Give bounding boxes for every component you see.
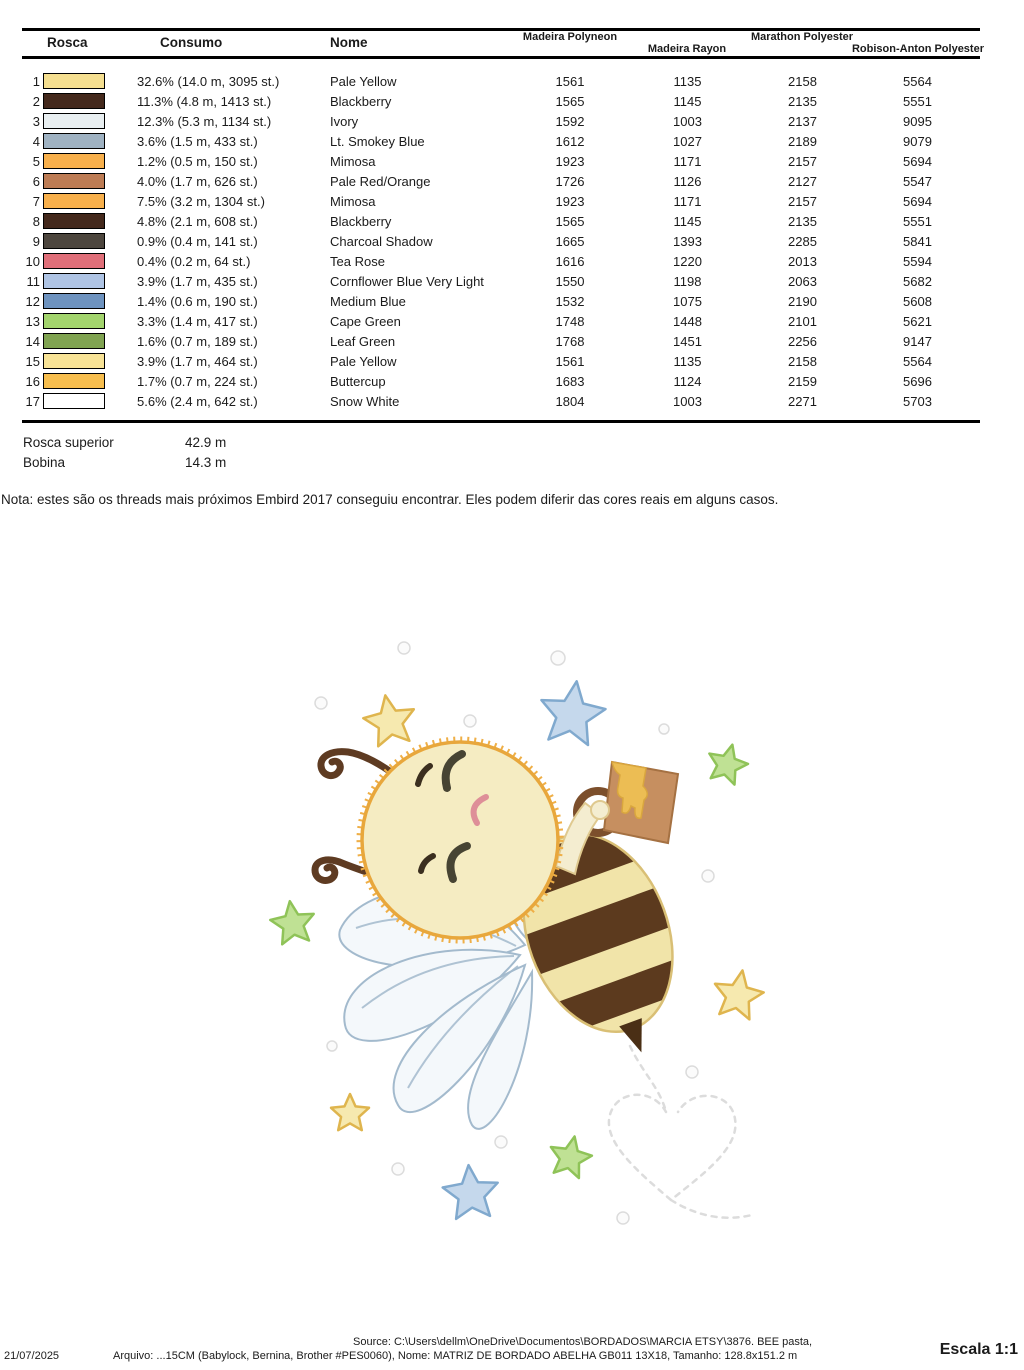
green-star bbox=[270, 901, 313, 944]
row-number: 6 bbox=[32, 173, 40, 189]
color-swatch bbox=[43, 173, 105, 189]
rayon-cell: 1003 bbox=[673, 113, 702, 129]
blue-star bbox=[443, 1165, 498, 1219]
blue-star bbox=[541, 681, 605, 745]
row-number: 14 bbox=[25, 333, 40, 349]
polyneon-cell: 1923 bbox=[555, 193, 585, 209]
marathon-cell: 2137 bbox=[788, 113, 817, 129]
robison-cell: 5682 bbox=[903, 273, 932, 289]
header-rosca: Rosca bbox=[47, 35, 88, 50]
snow-dot bbox=[315, 697, 327, 709]
marathon-cell: 2101 bbox=[788, 313, 817, 329]
rayon-cell: 1027 bbox=[673, 133, 702, 149]
snow-dot bbox=[686, 1066, 698, 1078]
scale-label: Escala 1:1 bbox=[939, 1341, 1018, 1358]
bee-illustration bbox=[260, 595, 790, 1265]
rayon-cell: 1135 bbox=[673, 73, 702, 89]
polyneon-cell: 1592 bbox=[555, 113, 585, 129]
table-row bbox=[22, 291, 980, 311]
table-row bbox=[22, 331, 980, 351]
polyneon-cell: 1550 bbox=[555, 273, 585, 289]
consumo-cell: 1.6% (0.7 m, 189 st.) bbox=[137, 333, 258, 349]
footer-file: Arquivo: ...15CM (Babylock, Bernina, Brother #PES0060), Nome: MATRIZ DE BORDADO ABELHA GB011 13X18, Tamanho: 128.8x151.2 m bbox=[113, 1350, 798, 1362]
marathon-cell: 2256 bbox=[788, 333, 817, 349]
table-row bbox=[22, 371, 980, 391]
robison-cell: 5564 bbox=[903, 353, 932, 369]
row-number: 13 bbox=[25, 313, 40, 329]
color-swatch bbox=[43, 293, 105, 309]
color-swatch bbox=[43, 133, 105, 149]
snow-dot bbox=[659, 724, 669, 734]
snow-dot bbox=[464, 715, 476, 727]
color-swatch bbox=[43, 373, 105, 389]
rayon-cell: 1393 bbox=[673, 233, 702, 249]
color-swatch bbox=[43, 213, 105, 229]
table-row bbox=[22, 391, 980, 411]
marathon-cell: 2157 bbox=[788, 193, 817, 209]
table-row bbox=[22, 251, 980, 271]
consumo-cell: 11.3% (4.8 m, 1413 st.) bbox=[137, 93, 272, 109]
nome-cell: Pale Yellow bbox=[330, 73, 397, 89]
snow-dot bbox=[702, 870, 714, 882]
color-swatch bbox=[43, 93, 105, 109]
color-swatch bbox=[43, 73, 105, 89]
color-swatch bbox=[43, 233, 105, 249]
nome-cell: Mimosa bbox=[330, 153, 376, 169]
header-consumo: Consumo bbox=[160, 35, 223, 50]
header-madeira-rayon: Madeira Rayon bbox=[647, 43, 727, 55]
table-row bbox=[22, 231, 980, 251]
rayon-cell: 1126 bbox=[673, 173, 702, 189]
rayon-cell: 1145 bbox=[673, 213, 702, 229]
marathon-cell: 2127 bbox=[788, 173, 817, 189]
nome-cell: Blackberry bbox=[330, 93, 392, 109]
nome-cell: Buttercup bbox=[330, 373, 386, 389]
nome-cell: Ivory bbox=[330, 113, 359, 129]
polyneon-cell: 1768 bbox=[555, 333, 585, 349]
marathon-cell: 2157 bbox=[788, 153, 817, 169]
note-text: Nota: estes são os threads mais próximos Embird 2017 conseguiu encontrar. Eles podem diferir das cores reais em alguns casos. bbox=[1, 492, 779, 507]
polyneon-cell: 1565 bbox=[555, 213, 585, 229]
rosca-superior-value: 42.9 m bbox=[185, 435, 227, 450]
color-swatch bbox=[43, 353, 105, 369]
marathon-cell: 2158 bbox=[788, 353, 817, 369]
marathon-cell: 2135 bbox=[788, 213, 817, 229]
flight-trail bbox=[609, 1046, 752, 1218]
robison-cell: 5608 bbox=[903, 293, 932, 309]
marathon-cell: 2271 bbox=[788, 393, 817, 409]
nome-cell: Lt. Smokey Blue bbox=[330, 133, 425, 149]
bobina-label: Bobina bbox=[23, 455, 66, 470]
snow-dot bbox=[398, 642, 410, 654]
consumo-cell: 0.4% (0.2 m, 64 st.) bbox=[137, 253, 251, 269]
robison-cell: 5703 bbox=[903, 393, 932, 409]
robison-cell: 5551 bbox=[903, 213, 932, 229]
row-number: 11 bbox=[26, 273, 40, 289]
consumo-cell: 5.6% (2.4 m, 642 st.) bbox=[137, 393, 258, 409]
nome-cell: Snow White bbox=[330, 393, 400, 409]
head-circle bbox=[362, 742, 558, 938]
footer-source: Source: C:\Users\dellm\OneDrive\Documentos\BORDADOS\MARCIA ETSY\3876. BEE pasta, bbox=[353, 1336, 813, 1348]
row-number: 16 bbox=[25, 373, 40, 389]
polyneon-cell: 1726 bbox=[555, 173, 585, 189]
table-row bbox=[22, 71, 980, 91]
robison-cell: 5696 bbox=[903, 373, 932, 389]
green-star bbox=[709, 745, 748, 785]
marathon-cell: 2013 bbox=[788, 253, 817, 269]
table-row bbox=[22, 191, 980, 211]
marathon-cell: 2189 bbox=[788, 133, 817, 149]
color-swatch bbox=[43, 153, 105, 169]
table-row bbox=[22, 211, 980, 231]
rayon-cell: 1003 bbox=[673, 393, 702, 409]
snow-dot bbox=[392, 1163, 404, 1175]
row-number: 9 bbox=[32, 233, 40, 249]
header-nome: Nome bbox=[330, 35, 368, 50]
rayon-cell: 1075 bbox=[673, 293, 702, 309]
rayon-cell: 1145 bbox=[673, 93, 702, 109]
polyneon-cell: 1923 bbox=[555, 153, 585, 169]
marathon-cell: 2159 bbox=[788, 373, 817, 389]
row-number: 15 bbox=[25, 353, 40, 369]
rayon-cell: 1124 bbox=[673, 373, 702, 389]
row-number: 7 bbox=[32, 193, 40, 209]
table-row bbox=[22, 351, 980, 371]
polyneon-cell: 1616 bbox=[555, 253, 585, 269]
row-number: 8 bbox=[32, 213, 40, 229]
robison-cell: 5547 bbox=[903, 173, 932, 189]
color-swatch bbox=[43, 273, 105, 289]
marathon-cell: 2158 bbox=[788, 73, 817, 89]
consumo-cell: 4.0% (1.7 m, 626 st.) bbox=[137, 173, 258, 189]
bobina-value: 14.3 m bbox=[185, 455, 227, 470]
snow-dot bbox=[327, 1041, 337, 1051]
polyneon-cell: 1612 bbox=[555, 133, 585, 149]
rayon-cell: 1220 bbox=[673, 253, 702, 269]
footer-date: 21/07/2025 bbox=[4, 1350, 60, 1362]
nome-cell: Leaf Green bbox=[330, 333, 396, 349]
rayon-cell: 1198 bbox=[673, 273, 702, 289]
robison-cell: 5694 bbox=[903, 153, 932, 169]
consumo-cell: 32.6% (14.0 m, 3095 st.) bbox=[137, 73, 280, 89]
row-number: 1 bbox=[32, 73, 40, 89]
consumo-cell: 1.4% (0.6 m, 190 st.) bbox=[137, 293, 258, 309]
yellow-star bbox=[363, 695, 414, 746]
consumo-cell: 3.9% (1.7 m, 435 st.) bbox=[137, 273, 258, 289]
nome-cell: Medium Blue bbox=[330, 293, 406, 309]
yellow-star bbox=[715, 970, 764, 1019]
robison-cell: 5594 bbox=[903, 253, 932, 269]
honey-mug bbox=[577, 762, 678, 843]
consumo-cell: 1.7% (0.7 m, 224 st.) bbox=[137, 373, 258, 389]
robison-cell: 5564 bbox=[903, 73, 932, 89]
polyneon-cell: 1561 bbox=[555, 353, 585, 369]
consumo-cell: 3.9% (1.7 m, 464 st.) bbox=[137, 353, 258, 369]
header-marathon-polyester: Marathon Polyester bbox=[750, 31, 854, 43]
consumo-cell: 1.2% (0.5 m, 150 st.) bbox=[137, 153, 258, 169]
header-madeira-polyneon: Madeira Polyneon bbox=[522, 31, 618, 43]
nome-cell: Cape Green bbox=[330, 313, 401, 329]
table-row bbox=[22, 91, 980, 111]
robison-cell: 9147 bbox=[903, 333, 932, 349]
nome-cell: Charcoal Shadow bbox=[330, 233, 433, 249]
hand bbox=[591, 801, 609, 819]
rayon-cell: 1171 bbox=[673, 153, 702, 169]
polyneon-cell: 1561 bbox=[555, 73, 585, 89]
robison-cell: 5621 bbox=[903, 313, 932, 329]
yellow-star bbox=[331, 1094, 369, 1130]
green-star bbox=[551, 1137, 592, 1179]
polyneon-cell: 1748 bbox=[555, 313, 585, 329]
consumo-cell: 7.5% (3.2 m, 1304 st.) bbox=[137, 193, 265, 209]
row-number: 3 bbox=[32, 113, 40, 129]
snow-dot bbox=[617, 1212, 629, 1224]
color-swatch bbox=[43, 113, 105, 129]
row-number: 4 bbox=[32, 133, 40, 149]
snow-dot bbox=[495, 1136, 507, 1148]
nome-cell: Tea Rose bbox=[330, 253, 385, 269]
table-row bbox=[22, 271, 980, 291]
polyneon-cell: 1804 bbox=[555, 393, 585, 409]
nome-cell: Mimosa bbox=[330, 193, 376, 209]
color-swatch bbox=[43, 393, 105, 409]
color-swatch bbox=[43, 313, 105, 329]
snow-dot bbox=[551, 651, 565, 665]
table-header-rule bbox=[22, 56, 980, 59]
marathon-cell: 2190 bbox=[788, 293, 817, 309]
polyneon-cell: 1565 bbox=[555, 93, 585, 109]
marathon-cell: 2285 bbox=[788, 233, 817, 249]
row-number: 2 bbox=[32, 93, 40, 109]
thread-table bbox=[22, 71, 980, 411]
row-number: 5 bbox=[32, 153, 40, 169]
consumo-cell: 4.8% (2.1 m, 608 st.) bbox=[137, 213, 258, 229]
row-number: 17 bbox=[25, 393, 40, 409]
consumo-cell: 12.3% (5.3 m, 1134 st.) bbox=[137, 113, 272, 129]
robison-cell: 5841 bbox=[903, 233, 932, 249]
marathon-cell: 2135 bbox=[788, 93, 817, 109]
robison-cell: 5551 bbox=[903, 93, 932, 109]
color-swatch bbox=[43, 333, 105, 349]
table-row bbox=[22, 311, 980, 331]
rayon-cell: 1448 bbox=[673, 313, 702, 329]
rayon-cell: 1171 bbox=[673, 193, 702, 209]
header-robison-anton-polyester: Robison-Anton Polyester bbox=[851, 43, 984, 55]
table-bottom-rule bbox=[22, 420, 980, 423]
nome-cell: Pale Red/Orange bbox=[330, 173, 431, 189]
robison-cell: 9095 bbox=[903, 113, 932, 129]
row-number: 12 bbox=[25, 293, 40, 309]
polyneon-cell: 1665 bbox=[555, 233, 585, 249]
table-row bbox=[22, 131, 980, 151]
row-number: 10 bbox=[25, 253, 40, 269]
rayon-cell: 1451 bbox=[673, 333, 702, 349]
table-row bbox=[22, 171, 980, 191]
robison-cell: 9079 bbox=[903, 133, 932, 149]
polyneon-cell: 1532 bbox=[555, 293, 585, 309]
consumo-cell: 3.6% (1.5 m, 433 st.) bbox=[137, 133, 258, 149]
table-row bbox=[22, 151, 980, 171]
consumo-cell: 0.9% (0.4 m, 141 st.) bbox=[137, 233, 258, 249]
color-swatch bbox=[43, 193, 105, 209]
consumo-cell: 3.3% (1.4 m, 417 st.) bbox=[137, 313, 258, 329]
rosca-superior-label: Rosca superior bbox=[23, 435, 114, 450]
nome-cell: Pale Yellow bbox=[330, 353, 397, 369]
table-row bbox=[22, 111, 980, 131]
polyneon-cell: 1683 bbox=[555, 373, 585, 389]
rayon-cell: 1135 bbox=[673, 353, 702, 369]
robison-cell: 5694 bbox=[903, 193, 932, 209]
color-swatch bbox=[43, 253, 105, 269]
nome-cell: Blackberry bbox=[330, 213, 392, 229]
nome-cell: Cornflower Blue Very Light bbox=[330, 273, 484, 289]
marathon-cell: 2063 bbox=[788, 273, 817, 289]
